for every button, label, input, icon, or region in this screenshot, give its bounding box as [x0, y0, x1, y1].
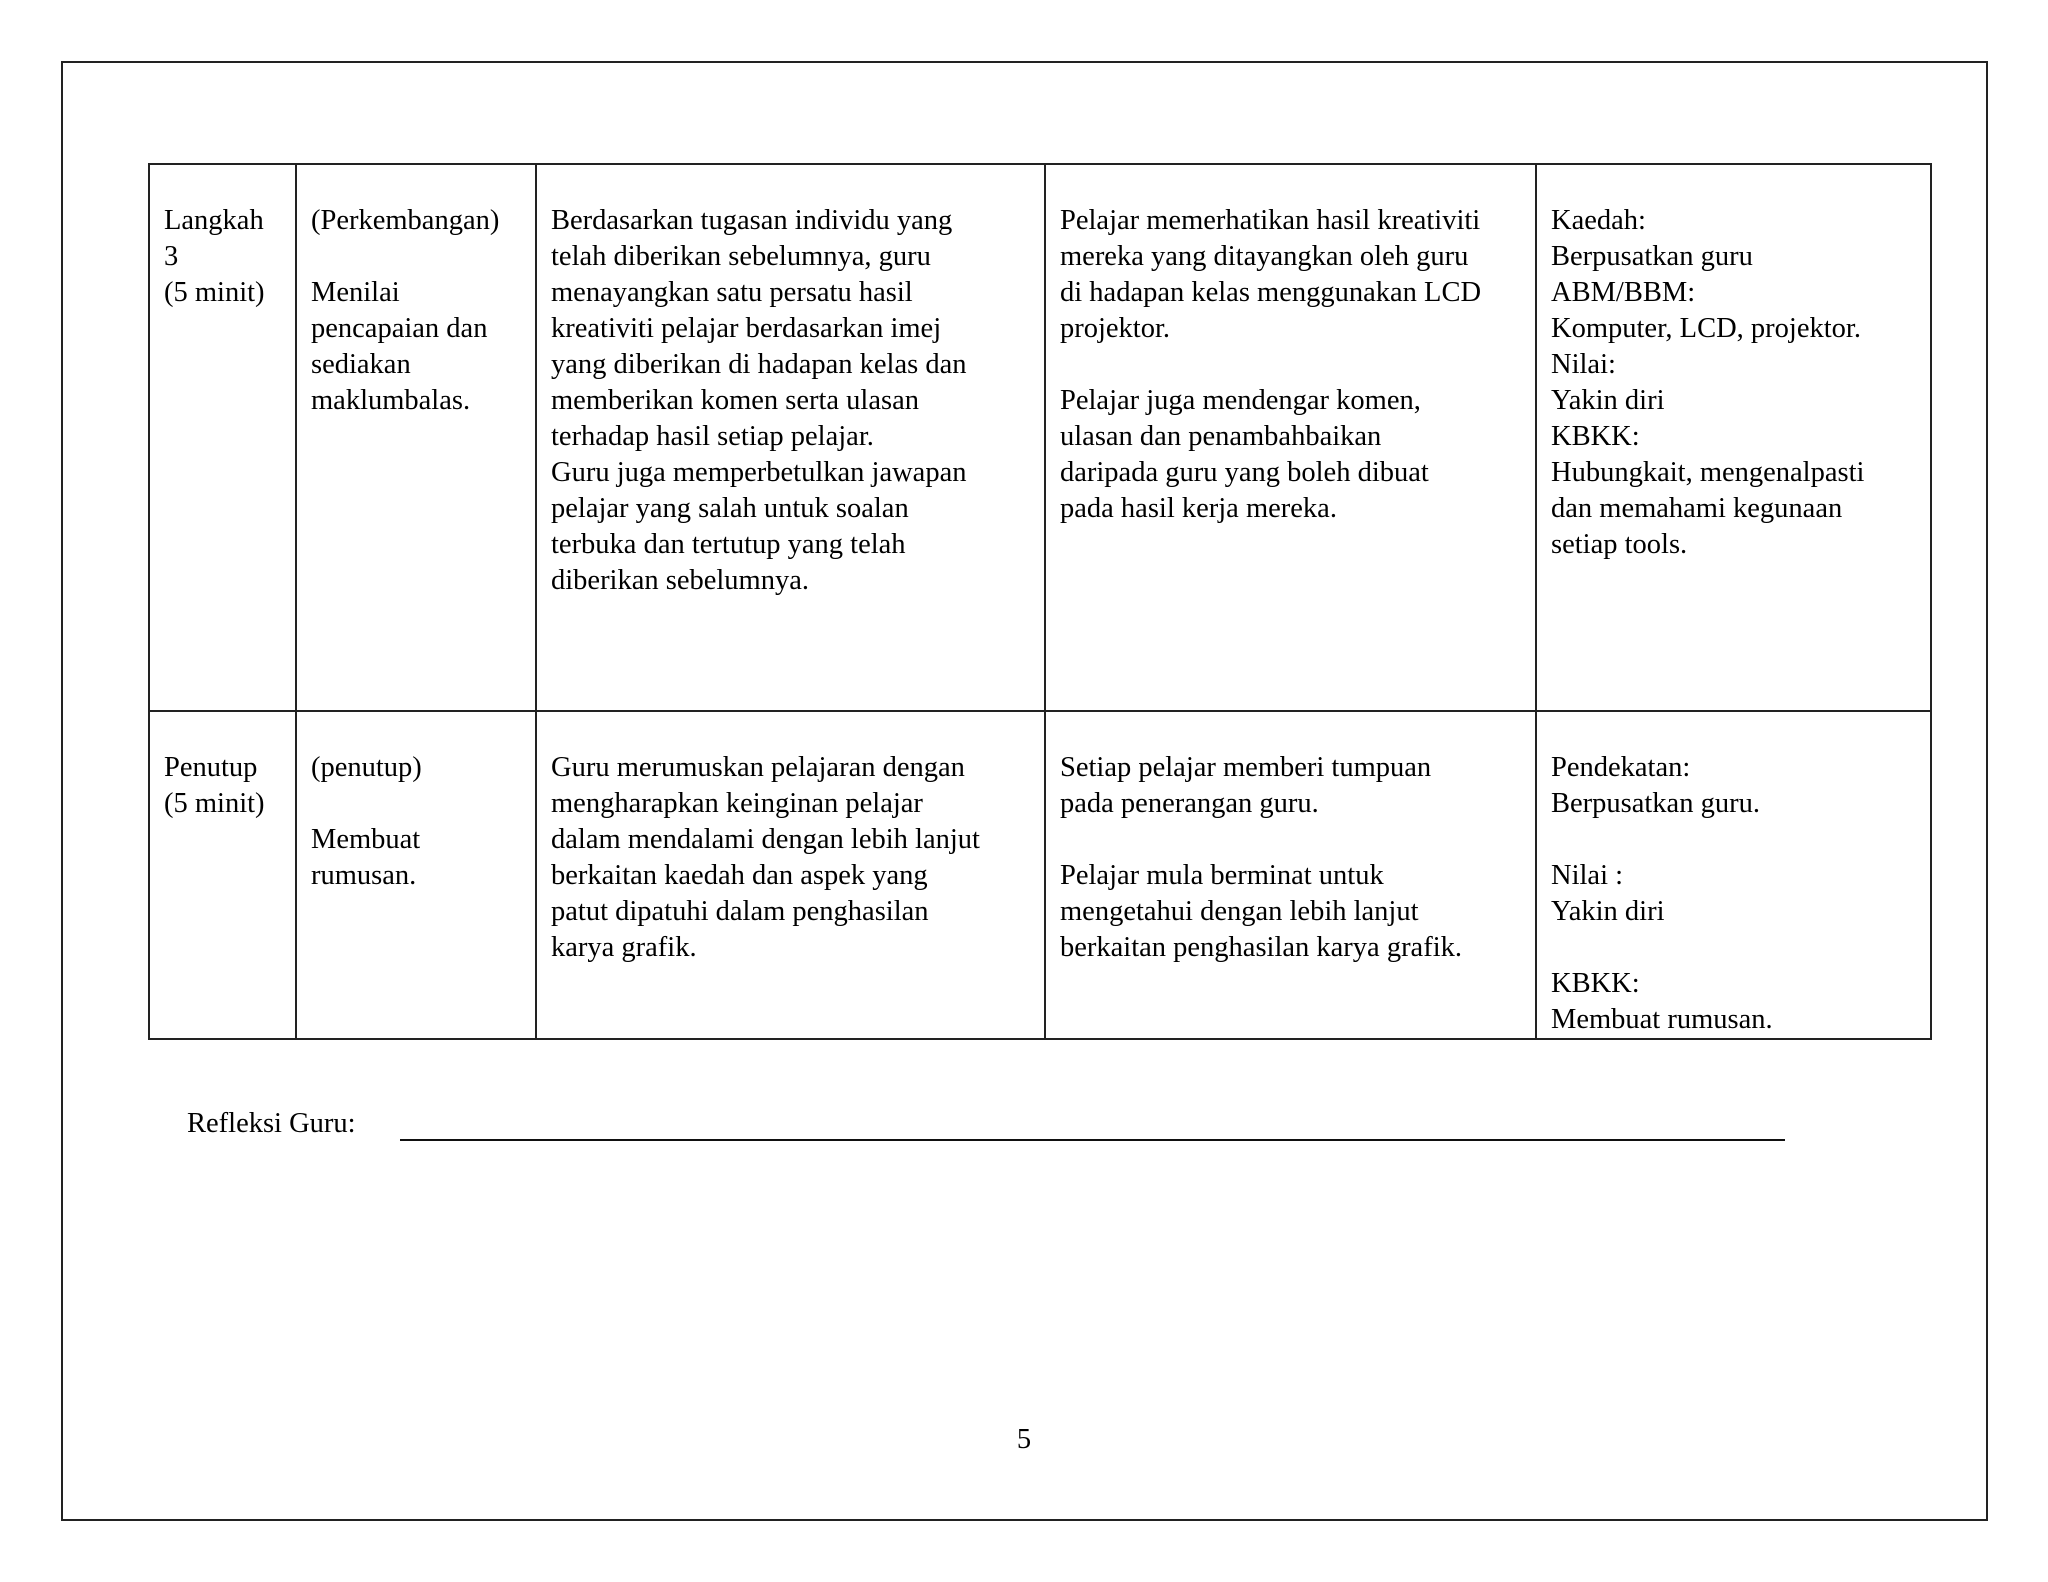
student-activity-cell: Setiap pelajar memberi tumpuan pada penerangan guru. Pelajar mula berminat untuk mengetahui dengan lebih lanjut berkaitan penghasilan karya grafik. [1045, 711, 1536, 1039]
reflection-label: Refleksi Guru: [187, 1108, 356, 1139]
reflection-input-line[interactable] [400, 1139, 1785, 1141]
teacher-activity-cell: Berdasarkan tugasan individu yang telah diberikan sebelumnya, guru menayangkan satu persatu hasil kreativiti pelajar berdasarkan imej yang diberikan di hadapan kelas dan memberikan komen serta ulasan terhadap hasil setiap pelajar. Guru juga memperbetulkan jawapan pelajar yang salah untuk soalan terbuka dan tertutup yang telah diberikan sebelumnya. [536, 164, 1045, 711]
stage-cell: Langkah 3 (5 minit) [149, 164, 296, 711]
content-cell: (penutup) Membuat rumusan. [296, 711, 536, 1039]
table-row [149, 711, 1931, 1039]
lesson-plan-table [148, 163, 1932, 1040]
stage-cell: Penutup (5 minit) [149, 711, 296, 1039]
notes-cell: Pendekatan: Berpusatkan guru. Nilai : Yakin diri KBKK: Membuat rumusan. [1536, 711, 1931, 1039]
student-activity-cell: Pelajar memerhatikan hasil kreativiti mereka yang ditayangkan oleh guru di hadapan kelas menggunakan LCD projektor. Pelajar juga mendengar komen, ulasan dan penambahbaikan daripada guru yang boleh dibuat pada hasil kerja mereka. [1045, 164, 1536, 711]
content-cell: (Perkembangan) Menilai pencapaian dan sediakan maklumbalas. [296, 164, 536, 711]
page-number: 5 [1016, 1424, 1032, 1455]
teacher-activity-cell: Guru merumuskan pelajaran dengan mengharapkan keinginan pelajar dalam mendalami dengan lebih lanjut berkaitan kaedah dan aspek yang patut dipatuhi dalam penghasilan karya grafik. [536, 711, 1045, 1039]
notes-cell: Kaedah: Berpusatkan guru ABM/BBM: Komputer, LCD, projektor. Nilai: Yakin diri KBKK: Hubungkait, mengenalpasti dan memahami kegunaan setiap tools. [1536, 164, 1931, 711]
table-row [149, 164, 1931, 711]
